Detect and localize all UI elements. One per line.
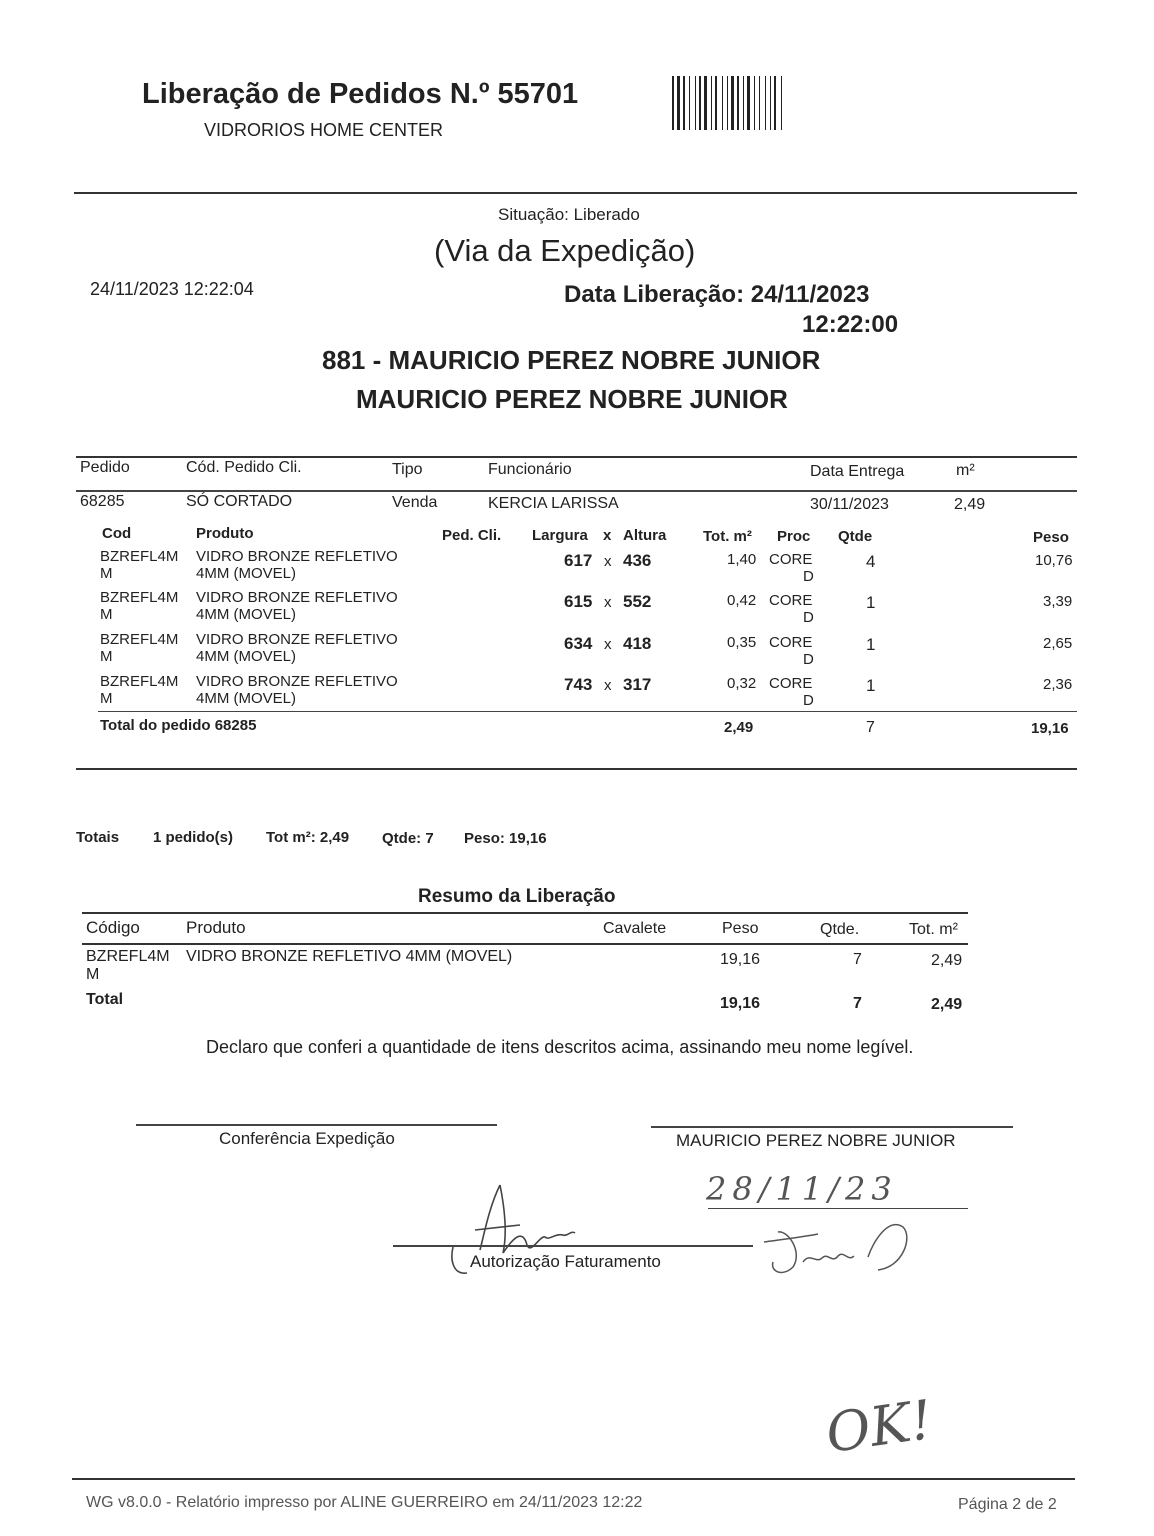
item-peso: 10,76	[1035, 552, 1073, 569]
order-table-top-border	[76, 456, 1077, 458]
item-x: x	[604, 594, 612, 611]
item-altura: 418	[623, 634, 652, 653]
item-qtde: 1	[866, 593, 876, 612]
resumo-codigo-cont: M	[86, 966, 100, 983]
totais-label: Totais	[76, 829, 120, 846]
item-x: x	[604, 677, 612, 694]
print-timestamp: 24/11/2023 12:22:04	[90, 279, 254, 299]
signature-label-autorizacao: Autorização Faturamento	[470, 1252, 661, 1271]
resumo-col-tot-m2: Tot. m²	[909, 921, 958, 938]
item-cod-cont: M	[100, 690, 113, 707]
items-col-x: x	[603, 527, 612, 544]
order-funcionario: KERCIA LARISSA	[488, 495, 619, 512]
items-col-cod: Cod	[102, 525, 132, 542]
col-data-entrega: Data Entrega	[810, 463, 905, 480]
items-col-ped-cli: Ped. Cli.	[442, 527, 502, 544]
order-m2: 2,49	[954, 496, 986, 513]
client-line-1: 881 - MAURICIO PEREZ NOBRE JUNIOR	[322, 345, 821, 375]
item-proc-cont: D	[803, 692, 814, 709]
company-name: VIDRORIOS HOME CENTER	[204, 120, 444, 140]
totais-pedidos: 1 pedido(s)	[153, 829, 234, 846]
resumo-title: Resumo da Liberação	[418, 886, 616, 907]
item-tot-m2: 0,42	[727, 592, 757, 609]
col-funcionario: Funcionário	[488, 461, 572, 478]
item-cod-cont: M	[100, 565, 113, 582]
items-col-peso: Peso	[1033, 529, 1069, 546]
item-cod-cont: M	[100, 606, 113, 623]
resumo-total-peso: 19,16	[720, 995, 761, 1012]
resumo-col-codigo: Código	[86, 918, 140, 937]
resumo-peso: 19,16	[720, 951, 761, 968]
order-total-qtde: 7	[866, 719, 875, 736]
resumo-header-border	[82, 943, 968, 945]
signature-line-autorizacao	[393, 1245, 753, 1247]
resumo-total-tot-m2: 2,49	[931, 996, 963, 1013]
resumo-total-label: Total	[86, 991, 124, 1008]
items-total-border	[98, 711, 1077, 712]
item-peso: 3,39	[1043, 593, 1073, 610]
items-col-largura: Largura	[532, 527, 588, 544]
client-line-2: MAURICIO PEREZ NOBRE JUNIOR	[356, 384, 788, 414]
order-total-peso: 19,16	[1031, 720, 1069, 737]
order-tipo: Venda	[392, 494, 438, 511]
item-cod: BZREFL4M	[100, 548, 179, 565]
item-x: x	[604, 636, 612, 653]
order-total-m2: 2,49	[724, 719, 754, 736]
totais-peso: Peso: 19,16	[464, 830, 547, 847]
item-largura: 617	[564, 551, 593, 570]
resumo-codigo: BZREFL4M	[86, 948, 170, 965]
header-divider	[74, 192, 1077, 194]
footer-divider	[72, 1478, 1075, 1480]
barcode	[670, 76, 850, 130]
item-produto-cont: 4MM (MOVEL)	[196, 565, 297, 582]
resumo-total-qtde: 7	[853, 995, 862, 1012]
document-title: Liberação de Pedidos N.º 55701	[142, 78, 579, 110]
item-proc-cont: D	[803, 651, 814, 668]
item-largura: 615	[564, 592, 593, 611]
item-tot-m2: 0,32	[727, 675, 757, 692]
item-cod-cont: M	[100, 648, 113, 665]
release-date	[564, 281, 870, 309]
order-table-header-border	[76, 490, 1077, 492]
item-produto: VIDRO BRONZE REFLETIVO	[196, 589, 398, 606]
item-altura: 552	[623, 592, 652, 611]
handwritten-signature-client	[758, 1212, 918, 1282]
items-col-produto: Produto	[196, 525, 254, 542]
order-data-entrega: 30/11/2023	[810, 496, 889, 513]
item-produto-cont: 4MM (MOVEL)	[196, 648, 297, 665]
signature-label-client: MAURICIO PEREZ NOBRE JUNIOR	[676, 1131, 956, 1150]
footer-printed-by: WG v8.0.0 - Relatório impresso por ALINE GUERREIRO em 24/11/2023 12:22	[86, 1494, 643, 1511]
item-tot-m2: 1,40	[727, 551, 757, 568]
item-peso: 2,36	[1043, 676, 1073, 693]
item-produto: VIDRO BRONZE REFLETIVO	[196, 631, 398, 648]
order-pedido: 68285	[80, 493, 125, 510]
col-pedido: Pedido	[80, 459, 130, 476]
signature-line-conferencia	[136, 1124, 497, 1126]
item-proc-cont: D	[803, 609, 814, 626]
signature-label-conferencia: Conferência Expedição	[219, 1129, 395, 1148]
item-proc-cont: D	[803, 568, 814, 585]
item-qtde: 1	[866, 635, 876, 654]
order-cod-cli: SÓ CORTADO	[186, 493, 293, 510]
item-cod: BZREFL4M	[100, 631, 179, 648]
release-date-label: Data Liberação:	[564, 281, 745, 308]
item-proc: CORE	[769, 592, 813, 609]
item-proc: CORE	[769, 551, 813, 568]
item-x: x	[604, 553, 612, 570]
item-cod: BZREFL4M	[100, 589, 179, 606]
items-col-altura: Altura	[623, 527, 667, 544]
totais-tot-m2: Tot m²: 2,49	[266, 829, 350, 846]
items-col-qtde: Qtde	[838, 528, 873, 545]
col-m2: m²	[956, 462, 975, 479]
item-produto: VIDRO BRONZE REFLETIVO	[196, 673, 398, 690]
item-proc: CORE	[769, 675, 813, 692]
item-produto: VIDRO BRONZE REFLETIVO	[196, 548, 398, 565]
items-col-tot-m2: Tot. m²	[703, 528, 752, 545]
signature-line-client	[651, 1126, 1013, 1128]
resumo-produto: VIDRO BRONZE REFLETIVO 4MM (MOVEL)	[186, 948, 513, 965]
order-total-label: Total do pedido 68285	[100, 717, 257, 734]
item-produto-cont: 4MM (MOVEL)	[196, 690, 297, 707]
date-line	[708, 1208, 968, 1209]
resumo-tot-m2: 2,49	[931, 952, 963, 969]
status-label: Situação: Liberado	[498, 205, 640, 224]
col-tipo: Tipo	[392, 461, 423, 478]
item-proc: CORE	[769, 634, 813, 651]
resumo-col-produto: Produto	[186, 918, 246, 937]
resumo-top-border	[82, 912, 968, 914]
item-largura: 634	[564, 634, 593, 653]
handwritten-date: 28/11/23	[706, 1170, 898, 1208]
resumo-col-qtde: Qtde.	[820, 921, 860, 938]
resumo-qtde: 7	[853, 951, 862, 968]
totais-qtde: Qtde: 7	[382, 830, 434, 847]
item-qtde: 1	[866, 676, 876, 695]
release-time: 12:22:00	[802, 311, 899, 338]
via-label: (Via da Expedição)	[434, 233, 696, 268]
item-altura: 317	[623, 675, 652, 694]
item-produto-cont: 4MM (MOVEL)	[196, 606, 297, 623]
handwritten-ok-mark: OK!	[822, 1387, 937, 1466]
resumo-col-peso: Peso	[722, 920, 759, 937]
items-col-proc: Proc	[777, 528, 811, 545]
item-tot-m2: 0,35	[727, 634, 757, 651]
resumo-col-cavalete: Cavalete	[603, 920, 667, 937]
item-peso: 2,65	[1043, 635, 1073, 652]
item-cod: BZREFL4M	[100, 673, 179, 690]
item-largura: 743	[564, 675, 593, 694]
item-altura: 436	[623, 551, 652, 570]
declaration-text: Declaro que conferi a quantidade de itens descritos acima, assinando meu nome legível.	[206, 1037, 914, 1057]
footer-page-number: Página 2 de 2	[958, 1496, 1057, 1513]
release-date-value: 24/11/2023	[750, 281, 870, 308]
item-qtde: 4	[866, 552, 876, 571]
col-cod-pedido-cli: Cód. Pedido Cli.	[186, 459, 302, 476]
order-table-bottom-border	[76, 768, 1077, 770]
